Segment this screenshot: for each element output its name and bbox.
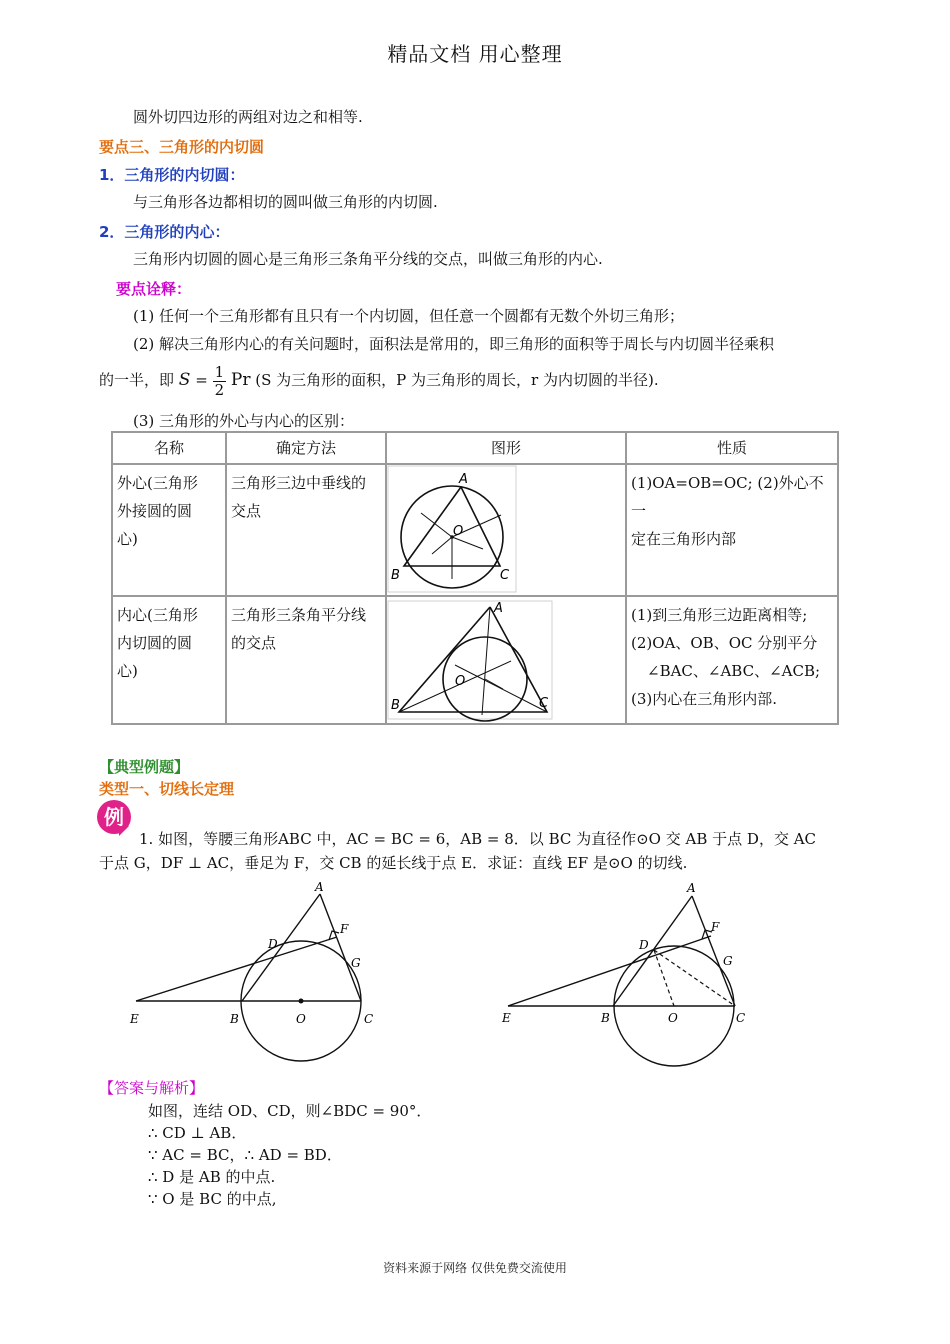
label-b: B [391, 568, 400, 583]
label-e: E [130, 1012, 139, 1026]
row2-prop-line: (2)OA、OB、OC 分别平分 [631, 634, 818, 652]
header-figure: 图形 [386, 432, 626, 464]
notes-title: 要点诠释： [116, 280, 192, 298]
label-a: A [687, 881, 696, 895]
row1-prop-line: (1)OA=OB=OC; (2)外心不一 [631, 474, 824, 520]
label-c: C [736, 1011, 746, 1025]
label-d: D [639, 938, 649, 952]
answer-line: ∵ O 是 BC 的中点, [148, 1190, 277, 1208]
label-c: C [500, 568, 510, 583]
item2-text: 三角形内切圆的圆心是三角形三条角平分线的交点，叫做三角形的内心. [133, 250, 603, 268]
row1-method-line: 交点 [231, 502, 262, 520]
line-ba [242, 894, 320, 1001]
circumcircle-figure [387, 465, 617, 595]
label-g: G [351, 956, 361, 970]
label-o: O [296, 1012, 306, 1026]
section-title: 要点三、三角形的内切圆 [99, 138, 265, 156]
note-3: (3) 三角形的外心与内心的区别： [133, 412, 355, 430]
row2-prop-line: ∠BAC、∠ABC、∠ACB; [647, 662, 821, 680]
note-2b-post: (S 为三角形的面积，P 为三角形的周长，r 为内切圆的半径). [255, 371, 659, 389]
comparison-table [111, 431, 839, 725]
line-ac [320, 894, 361, 1001]
table-header-row [112, 432, 838, 464]
item1-text: 与三角形各边都相切的圆叫做三角形的内切圆. [133, 193, 438, 211]
row1-name [112, 464, 226, 596]
note-2a: (2) 解决三角形内心的有关问题时，面积法是常用的，即三角形的面积等于周长与内切圆半径乘积 [133, 335, 775, 353]
answer-line: 如图，连结 OD、CD，则∠BDC = 90°． [148, 1102, 432, 1120]
bisector-ext-1 [432, 537, 452, 554]
label-a: A [494, 601, 503, 616]
radius-segment [485, 679, 503, 689]
label-o: O [453, 524, 464, 539]
problem-line-2: 于点 G，DF ⊥ AC，垂足为 F，交 CB 的延长线于点 E．求证：直线 EF 是⊙O 的切线. [99, 854, 688, 872]
label-b: B [230, 1012, 239, 1026]
row2-prop-line: (1)到三角形三边距离相等; [631, 606, 808, 624]
label-a: A [315, 880, 324, 894]
incircle-figure [387, 597, 617, 723]
page-header: 精品文档 用心整理 [387, 42, 563, 66]
row2-name-line: 内切圆的圆 [117, 634, 193, 652]
formula-s: S [178, 370, 191, 390]
table-row [112, 596, 838, 724]
line-ba [613, 896, 692, 1006]
example-badge: 例 [97, 800, 131, 834]
row1-figure [386, 464, 626, 596]
row1-name-line: 心) [117, 530, 138, 548]
label-c: C [364, 1012, 374, 1026]
row2-figure [386, 596, 626, 724]
header-name: 名称 [112, 432, 226, 464]
label-o: O [455, 674, 466, 689]
row1-method [226, 464, 386, 596]
problem-line-1: 1. 如图，等腰三角形ABC 中，AC = BC = 6，AB = 8．以 BC 为直径作⊙O 交 AB 于点 D，交 AC [139, 830, 817, 848]
row2-method [226, 596, 386, 724]
label-g: G [723, 954, 733, 968]
header-property: 性质 [626, 432, 838, 464]
answer-line: ∵ AC = BC，∴ AD = BD． [148, 1146, 342, 1164]
page-footer: 资料来源于网络 仅供免费交流使用 [383, 1261, 567, 1275]
row2-method-line: 三角形三条角平分线 [231, 606, 367, 624]
formula-denominator: 2 [214, 380, 225, 399]
type1-title: 类型一、切线长定理 [99, 780, 235, 798]
row1-name-line: 外接圆的圆 [117, 502, 193, 520]
perp-bisector-ab [421, 513, 452, 537]
note-2b-pre: 的一半，即 [99, 371, 175, 389]
dashed-od [654, 950, 674, 1006]
note-2b [99, 361, 659, 399]
label-f: F [711, 920, 720, 934]
bisector-c [455, 665, 547, 712]
label-c: C [539, 696, 549, 711]
row1-name-line: 外心(三角形 [117, 474, 198, 492]
row2-method-line: 的交点 [231, 634, 277, 652]
formula-pr: Pr [230, 370, 251, 390]
row2-name [112, 596, 226, 724]
figure-right [494, 876, 764, 1072]
item2-title: 2．三角形的内心： [99, 223, 230, 241]
note-1: (1) 任何一个三角形都有且只有一个内切圆，但任意一个圆都有无数个外切三角形； [133, 307, 685, 325]
label-e: E [502, 1011, 511, 1025]
label-b: B [391, 698, 400, 713]
line-ef [136, 937, 337, 1001]
formula-eq: = [195, 371, 208, 389]
bisector-a [482, 607, 490, 715]
label-b: B [601, 1011, 610, 1025]
answer-line: ∴ D 是 AB 的中点. [148, 1168, 276, 1186]
formula-numerator: 1 [214, 362, 225, 381]
row2-name-line: 内心(三角形 [117, 606, 198, 624]
figure-frame [388, 601, 552, 719]
label-a: A [459, 472, 468, 487]
triangle-abc [399, 607, 547, 712]
row1-property [626, 464, 838, 596]
row2-name-line: 心) [117, 662, 138, 680]
answer-line: ∴ CD ⊥ AB． [148, 1124, 247, 1142]
label-d: D [268, 937, 278, 951]
header-method: 确定方法 [226, 432, 386, 464]
row2-property [626, 596, 838, 724]
examples-title: 【典型例题】 [99, 758, 190, 776]
answer-title: 【答案与解析】 [99, 1079, 205, 1097]
intro-line: 圆外切四边形的两组对边之和相等. [133, 108, 363, 126]
table-row [112, 464, 838, 596]
row1-prop-line: 定在三角形内部 [631, 530, 737, 548]
label-o: O [668, 1011, 678, 1025]
center-o [299, 999, 304, 1004]
item1-title: 1．三角形的内切圆： [99, 166, 245, 184]
figure-left [118, 880, 378, 1070]
label-f: F [340, 922, 349, 936]
row1-method-line: 三角形三边中垂线的 [231, 474, 367, 492]
row2-prop-line: (3)内心在三角形内部. [631, 690, 778, 708]
formula-fraction [213, 364, 227, 399]
